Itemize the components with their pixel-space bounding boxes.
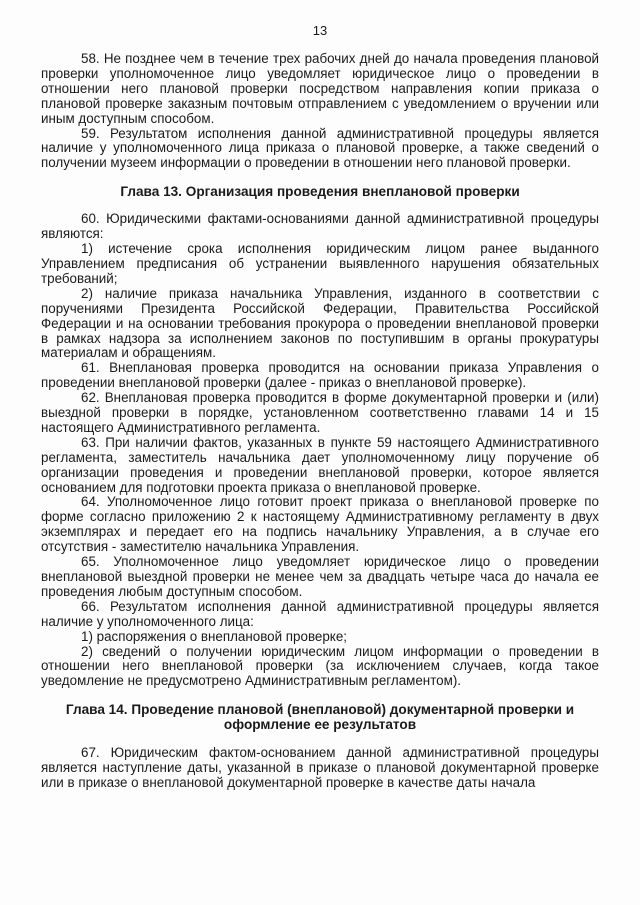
page-number: 13 (312, 23, 328, 38)
paragraph-65: 65. Уполномоченное лицо уведомляет юридическое лицо о проведении внеплановой выездной проверки не менее чем за двадцать четыре часа до начала ее проведения любым доступным способом. (41, 554, 599, 599)
paragraph-62: 62. Внеплановая проверка проводится в форме документарной проверки и (или) выездной проверки в порядке, установленном соответственно главами 14 и 15 настоящего Административного регламента. (41, 390, 599, 435)
paragraph-66: 66. Результатом исполнения данной административной процедуры является наличие у уполномоченного лица: (41, 598, 599, 629)
paragraph-58: 58. Не позднее чем в течение трех рабочих дней до начала проведения плановой проверки уполномоченное лицо уведомляет юридическое лицо о проведении в отношении него плановой проверки посредством направления копии приказа о плановой проверке заказным почтовым отправлением с уведомлением о вручении или иным доступным способом. (41, 51, 599, 126)
paragraph-60-item-1: 1) истечение срока исполнения юридическим лицом ранее выданного Управлением предписания об устранении выявленного нарушения обязательных требований; (41, 241, 599, 286)
paragraph-61: 61. Внеплановая проверка проводится на основании приказа Управления о проведении внеплановой проверки (далее - приказ о внеплановой проверке). (41, 360, 599, 391)
paragraph-66-item-1: 1) распоряжения о внеплановой проверке; (81, 628, 347, 644)
chapter-13-heading: Глава 13. Организация проведения внеплановой проверки (120, 184, 520, 200)
paragraph-60: 60. Юридическими фактами-основаниями данной административной процедуры являются: (41, 211, 599, 242)
paragraph-59: 59. Результатом исполнения данной административной процедуры является наличие у уполномоченного лица приказа о плановой проверке, а также сведений о получении музеем информации о проведении в отношении него плановой проверки. (41, 125, 599, 171)
paragraph-67: 67. Юридическим фактом-основанием данной административной процедуры является наступление даты, указанной в приказе о плановой документарной проверке или в приказе о внеплановой документарной проверке в качестве даты начала (41, 745, 599, 791)
chapter-14-heading: Глава 14. Проведение плановой (внеплановой) документарной проверки и оформление ее результатов (65, 702, 575, 733)
paragraph-64: 64. Уполномоченное лицо готовит проект приказа о внеплановой проверке по форме согласно приложению 2 к настоящему Административному регламенту в двух экземплярах и передает его на подпись начальнику Управления, а в случае его отсутствия - заместителю начальника Управления. (41, 494, 599, 555)
paragraph-66-item-2: 2) сведений о получении юридическим лицом информации о проведении в отношении него внеплановой проверки (за исключением случаев, когда такое уведомление не предусмотрено Административным регламентом). (41, 643, 599, 689)
paragraph-60-item-2: 2) наличие приказа начальника Управления, изданного в соответствии с поручениями Президента Российской Федерации, Правительства Российской Федерации и на основании требования прокурора о проведении внеплановой проверки в рамках надзора за исполнением законов по поступившим в органы прокуратуры материалам и обращениям. (41, 285, 599, 361)
document-body (41, 52, 599, 791)
paragraph-63: 63. При наличии фактов, указанных в пункте 59 настоящего Административного регламента, заместитель начальника дает уполномоченному лицу поручение об организации проведения и проведении внеплановой проверки, которое является основанием для подготовки проекта приказа о внеплановой проверке. (41, 434, 599, 495)
